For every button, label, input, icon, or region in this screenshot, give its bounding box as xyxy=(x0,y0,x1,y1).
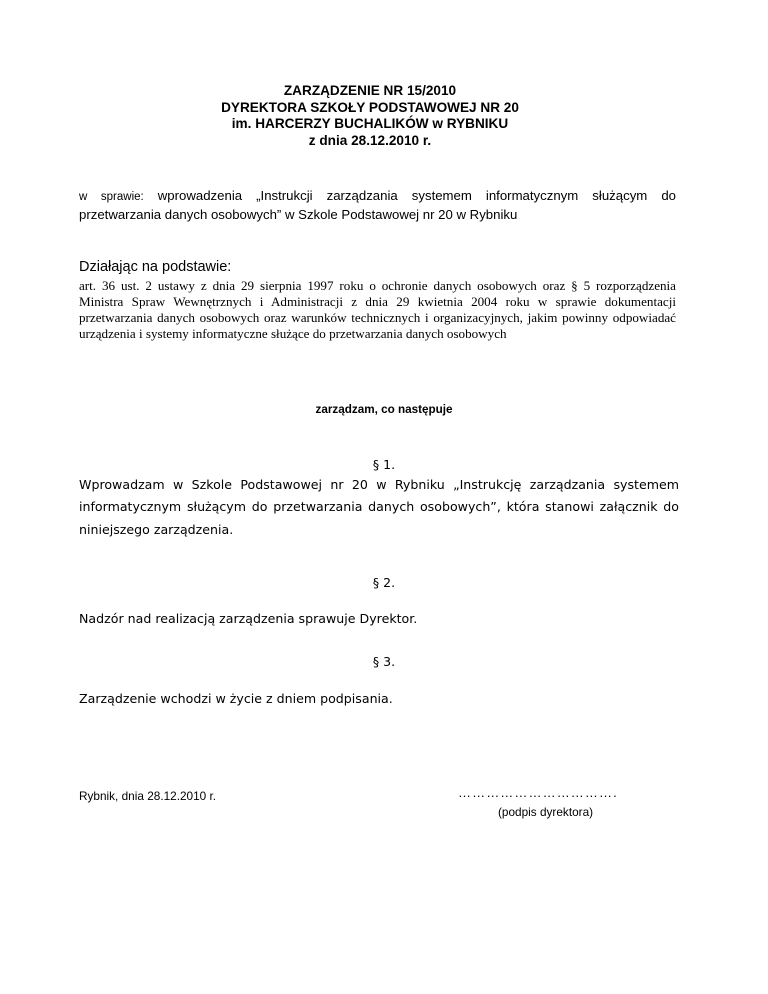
legal-basis-label: Działając na podstawie: xyxy=(79,259,232,275)
header-title: ZARZĄDZENIE NR 15/2010 xyxy=(283,83,457,98)
legal-basis-text: art. 36 ust. 2 ustawy z dnia 29 sierpnia 1997 roku o ochronie danych osobowych oraz § 5 rozporządzenia Ministra Spraw Wewnętrznych i Administracji z dnia 29 kwietnia 2004 roku w sprawie dokumentacji przetwarzania danych osobowych oraz warunków technicznych i organizacyjnych, jakim powinny odpowiadać urządzenia i systemy informatyczne służące do przetwarzania danych osobowych xyxy=(79,278,676,341)
document-header xyxy=(180,83,560,149)
paragraph-1-text: Wprowadzam w Szkole Podstawowej nr 20 w Rybniku „Instrukcję zarządzania systemem informatycznym służącym do przetwarzania danych osobowych”, która stanowi załącznik do niniejszego zarządzenia. xyxy=(79,477,679,537)
subject-section xyxy=(79,187,676,223)
paragraph-2-text: Nadzór nad realizacją zarządzenia sprawuje Dyrektor. xyxy=(79,611,418,626)
paragraph-3-text: Zarządzenie wchodzi w życie z dniem podpisania. xyxy=(79,691,393,706)
subject-text: wprowadzenia „Instrukcji zarządzania systemem informatycznym służącym do przetwarzania danych osobowych” w Szkole Podstawowej nr 20 w Rybniku xyxy=(79,188,676,222)
signature-line: ……………………………. xyxy=(458,785,618,800)
paragraph-1-title: § 1. xyxy=(372,457,396,472)
signature-caption: (podpis dyrektora) xyxy=(498,805,594,819)
subject-label: w sprawie: xyxy=(79,191,144,203)
paragraph-3-title: § 3. xyxy=(372,654,396,669)
paragraph-2-title: § 2. xyxy=(372,575,396,590)
header-issuer: DYREKTORA SZKOŁY PODSTAWOWEJ NR 20 xyxy=(221,99,519,115)
header-school-name: im. HARCERZY BUCHALIKÓW w RYBNIKU xyxy=(231,116,509,131)
decision-heading: zarządzam, co następuje xyxy=(315,403,453,416)
place-and-date: Rybnik, dnia 28.12.2010 r. xyxy=(79,789,217,803)
header-date: z dnia 28.12.2010 r. xyxy=(308,132,432,148)
